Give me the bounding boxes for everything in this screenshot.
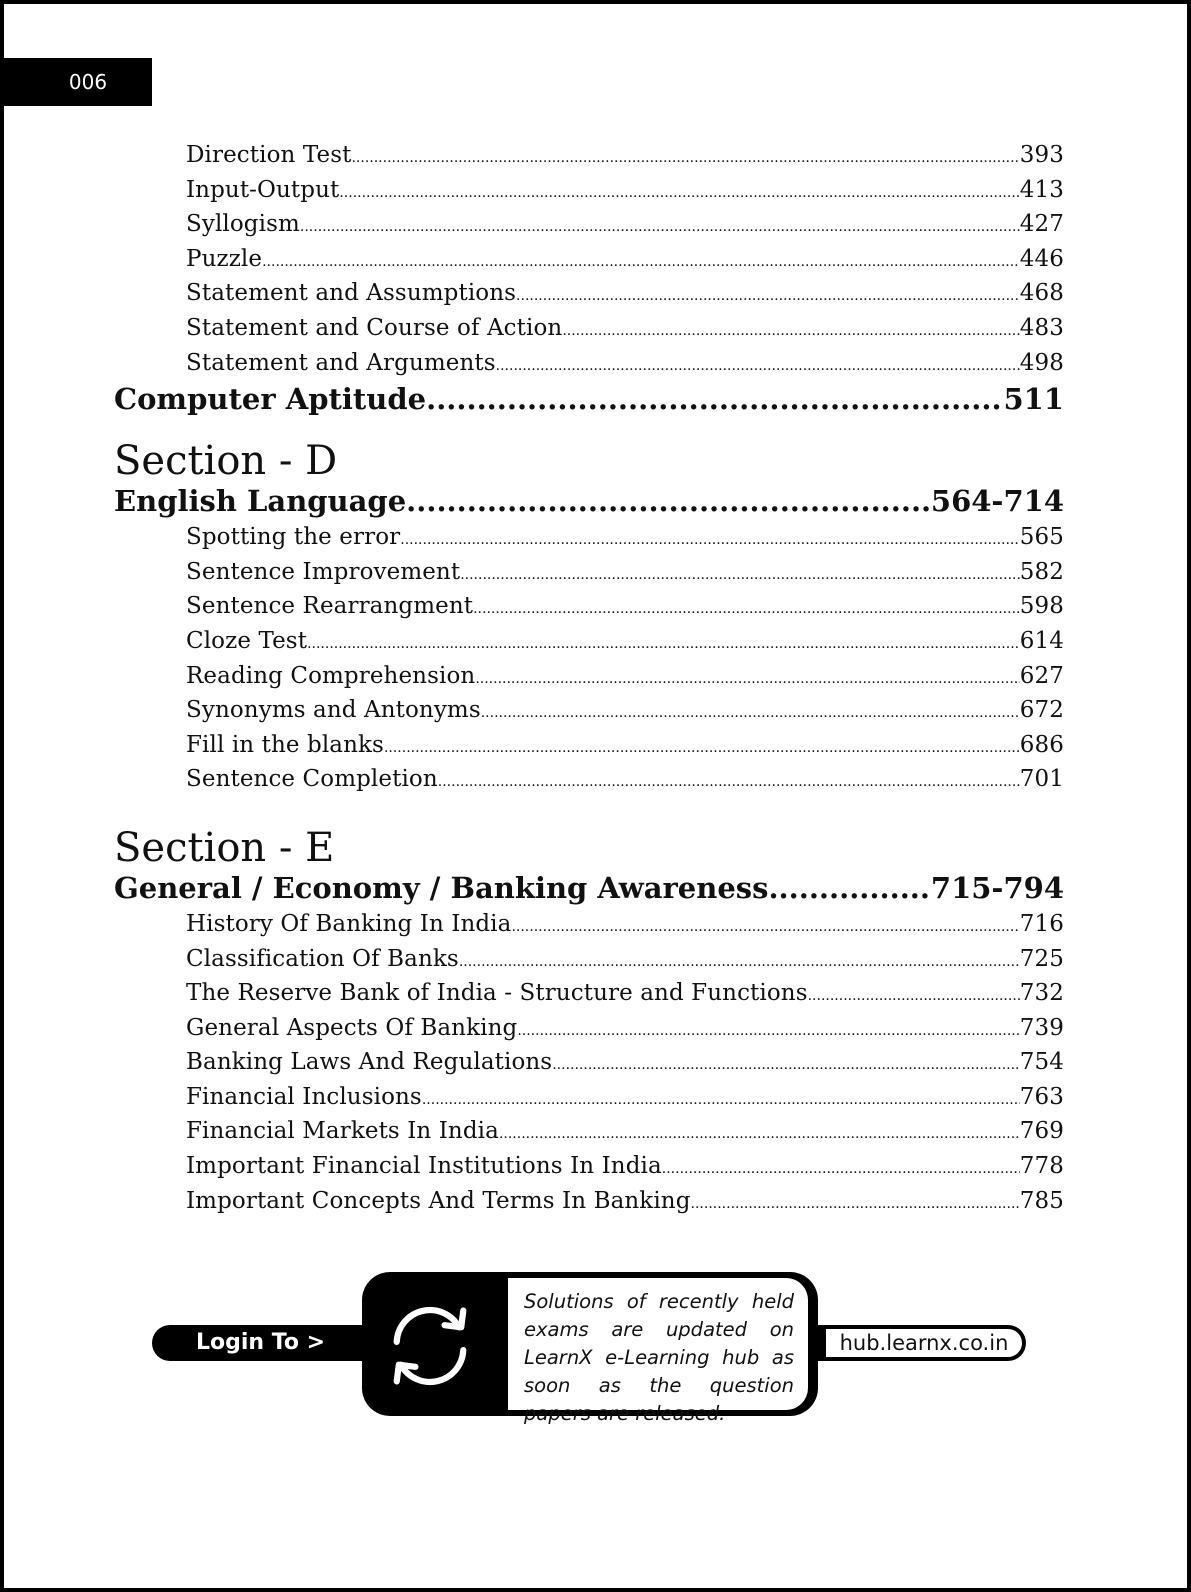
leader-dots (662, 1152, 1020, 1187)
leader-dots (552, 1048, 1020, 1083)
leader-dots (475, 662, 1019, 697)
toc-entry-label: Sentence Rearrangment (186, 593, 474, 620)
toc-entry-page: 716 (1019, 910, 1064, 937)
toc-chapter-english-language[interactable] (114, 482, 1064, 520)
leader-dots (768, 869, 930, 907)
toc-entry[interactable] (114, 555, 1064, 590)
toc-chapter-label: General / Economy / Banking Awareness (114, 870, 769, 905)
toc-entry-label: Banking Laws And Regulations (186, 1049, 553, 1076)
hub-url-link[interactable]: hub.learnx.co.in (824, 1327, 1024, 1359)
leader-dots (460, 558, 1020, 593)
leader-dots (426, 380, 1003, 418)
leader-dots (481, 696, 1020, 731)
leader-dots (499, 1117, 1020, 1152)
toc-entry[interactable] (114, 276, 1064, 311)
toc-entry-page: 672 (1019, 697, 1064, 724)
toc-entry-label: Syllogism (186, 211, 300, 238)
toc-entry-page: 739 (1019, 1014, 1064, 1041)
login-label[interactable]: Login To > (196, 1330, 326, 1355)
leader-dots (473, 592, 1020, 627)
toc-chapter-page: 564-714 (930, 484, 1064, 519)
toc-entry[interactable] (114, 624, 1064, 659)
toc-entry[interactable] (114, 976, 1064, 1011)
leader-dots (406, 482, 931, 520)
leader-dots (300, 210, 1020, 245)
leader-dots (307, 627, 1020, 662)
page-number: 006 (68, 70, 108, 94)
toc-entry-label: Financial Markets In India (186, 1118, 499, 1145)
toc-entry[interactable] (114, 520, 1064, 555)
toc-entry[interactable] (114, 728, 1064, 763)
toc-entry-page: 725 (1019, 945, 1064, 972)
toc-entry-page: 686 (1019, 731, 1064, 758)
toc-entry-page: 582 (1019, 558, 1064, 585)
table-of-contents (114, 138, 1064, 1218)
leader-dots (459, 945, 1020, 980)
toc-chapter-computer-aptitude[interactable] (114, 380, 1064, 418)
leader-dots (691, 1187, 1020, 1222)
toc-entry[interactable] (114, 207, 1064, 242)
leader-dots (511, 910, 1019, 945)
leader-dots (562, 314, 1019, 349)
toc-entry-page: 427 (1019, 211, 1064, 238)
toc-entry-label: Input-Output (186, 176, 340, 203)
toc-entry[interactable] (114, 1184, 1064, 1219)
toc-entry-label: Cloze Test (186, 627, 308, 654)
toc-chapter-page: 715-794 (930, 870, 1064, 905)
toc-entry-label: Important Financial Institutions In India (186, 1153, 662, 1180)
toc-chapter-banking-awareness[interactable] (114, 869, 1064, 907)
toc-entry[interactable] (114, 1080, 1064, 1115)
toc-entry-page: 468 (1019, 280, 1064, 307)
toc-entry[interactable] (114, 1114, 1064, 1149)
toc-entry[interactable] (114, 311, 1064, 346)
section-e-title: Section - E (114, 824, 335, 871)
leader-dots (517, 1014, 1019, 1049)
toc-entry[interactable] (114, 907, 1064, 942)
toc-chapter-page: 511 (1003, 382, 1064, 417)
learnx-banner (152, 1272, 1026, 1425)
section-d-title: Section - D (114, 438, 338, 485)
toc-entry[interactable] (114, 1045, 1064, 1080)
refresh-icon (378, 1294, 482, 1398)
toc-entry-page: 778 (1019, 1153, 1064, 1180)
toc-entry-page: 769 (1019, 1118, 1064, 1145)
leader-dots (496, 349, 1020, 384)
toc-entry-page: 763 (1019, 1083, 1064, 1110)
toc-entry[interactable] (114, 1149, 1064, 1184)
toc-entry-page: 754 (1019, 1049, 1064, 1076)
toc-entry-page: 565 (1019, 524, 1064, 551)
toc-entry-page: 701 (1019, 766, 1064, 793)
toc-entry-page: 614 (1019, 627, 1064, 654)
toc-entry-page: 446 (1019, 245, 1064, 272)
toc-entry-page: 627 (1019, 662, 1064, 689)
toc-entry-label: Statement and Arguments (186, 349, 496, 376)
toc-entry-page: 393 (1019, 142, 1064, 168)
leader-dots (516, 279, 1020, 314)
toc-entry-label: Classification Of Banks (186, 945, 459, 972)
toc-entry-page: 413 (1019, 176, 1064, 203)
toc-entry-label: Important Concepts And Terms In Banking (186, 1187, 691, 1214)
leader-dots (384, 731, 1020, 766)
toc-entry-page: 483 (1019, 314, 1064, 341)
toc-entry[interactable] (114, 173, 1064, 208)
banner-notice-text: Solutions of recently held exams are updated on LearnX e-Learning hub as soon as the question papers are released. (524, 1290, 794, 1425)
leader-dots (808, 979, 1020, 1014)
toc-entry-label: Synonyms and Antonyms (186, 697, 481, 724)
toc-entry-label: Puzzle (186, 245, 263, 272)
toc-entry-label: Sentence Completion (186, 766, 438, 793)
toc-entry-label: Reading Comprehension (186, 662, 476, 689)
toc-entry[interactable] (114, 942, 1064, 977)
leader-dots (262, 245, 1020, 280)
toc-entry[interactable] (114, 138, 1064, 173)
toc-entry-page: 785 (1019, 1187, 1064, 1214)
leader-dots (351, 141, 1019, 176)
toc-entry-label: Spotting the error (186, 524, 401, 551)
toc-entry[interactable] (114, 589, 1064, 624)
toc-entry-label: General Aspects Of Banking (186, 1014, 518, 1041)
toc-entry-page: 598 (1019, 593, 1064, 620)
page-number-tab (4, 58, 152, 106)
leader-dots (339, 176, 1019, 211)
toc-entry-page: 732 (1019, 980, 1064, 1007)
toc-entry-label: Fill in the blanks (186, 731, 384, 758)
leader-dots (400, 523, 1020, 558)
toc-entry[interactable] (114, 242, 1064, 277)
toc-entry-label: Direction Test (186, 142, 352, 168)
toc-entry-label: Financial Inclusions (186, 1083, 422, 1110)
toc-entry-label: Sentence Improvement (186, 558, 461, 585)
toc-entry[interactable] (114, 659, 1064, 694)
toc-entry[interactable] (114, 1011, 1064, 1046)
leader-dots (422, 1083, 1020, 1118)
toc-entry-page: 498 (1019, 349, 1064, 376)
toc-entry-label: History Of Banking In India (186, 910, 512, 937)
toc-entry-label: The Reserve Bank of India - Structure and Functions (186, 980, 808, 1007)
toc-entry-label: Statement and Course of Action (186, 314, 563, 341)
toc-entry[interactable] (114, 762, 1064, 797)
toc-entry[interactable] (114, 346, 1064, 381)
toc-chapter-label: Computer Aptitude (114, 382, 427, 417)
leader-dots (438, 765, 1020, 800)
toc-entry[interactable] (114, 693, 1064, 728)
toc-entry-label: Statement and Assumptions (186, 280, 517, 307)
toc-chapter-label: English Language (114, 484, 407, 519)
